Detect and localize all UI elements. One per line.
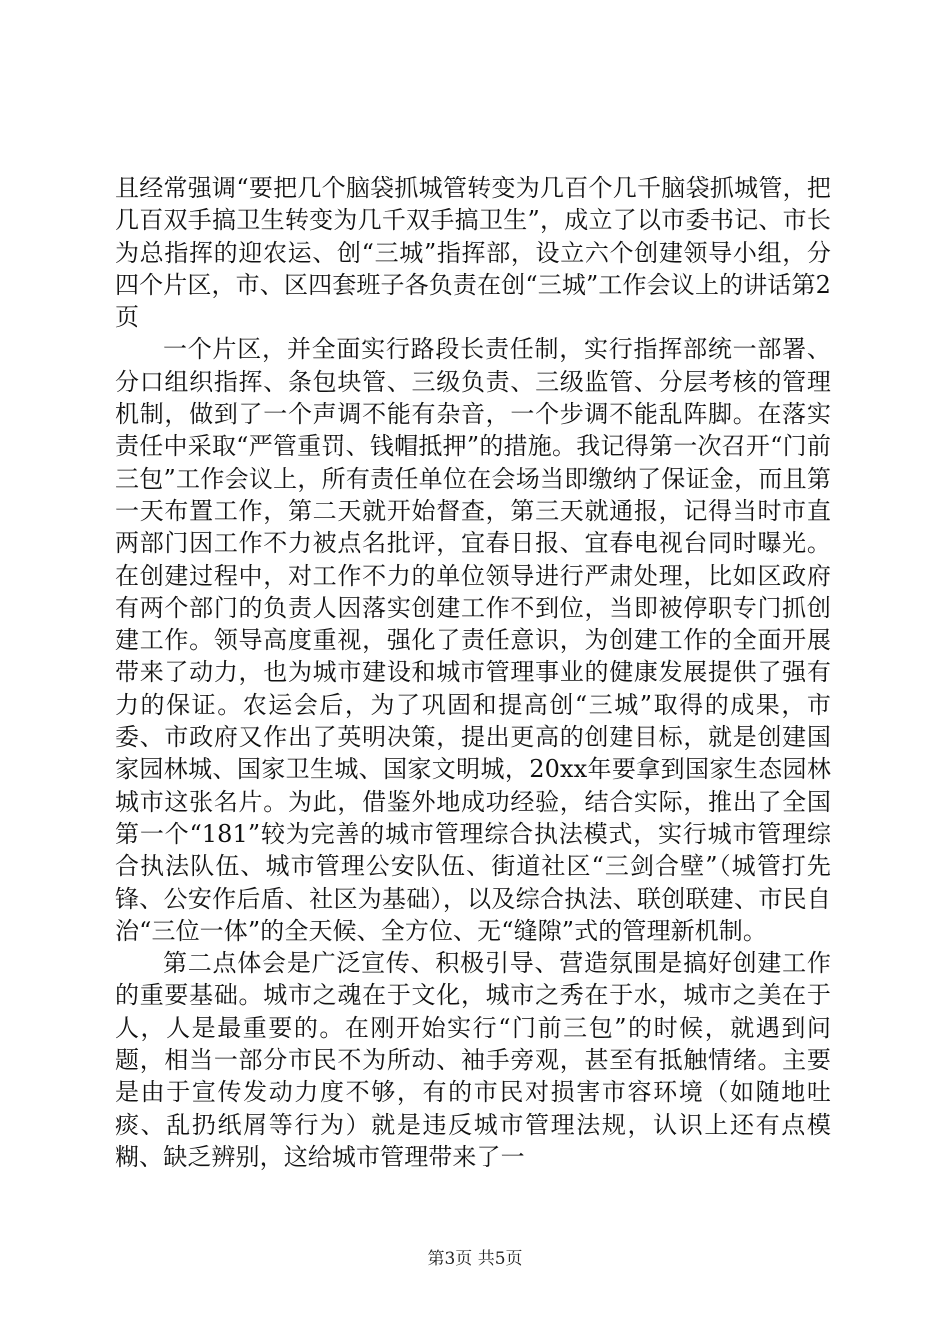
paragraph-2: 一个片区，并全面实行路段长责任制，实行指挥部统一部署、分口组织指挥、条包块管、三级负责、三级监管、分层考核的管理机制，做到了一个声调不能有杂音，一个步调不能乱阵脚。在落实责任中采取“严管重罚、钱帽抵押”的措施。我记得第一次召开“门前三包”工作会议上，所有责任单位在会场当即缴纳了保证金，而且第一天布置工作，第二天就开始督查，第三天就通报，记得当时市直两部门因工作不力被点名批评，宜春日报、宜春电视台同时曝光。在创建过程中，对工作不力的单位领导进行严肃处理，比如区政府有两个部门的负责人因落实创建工作不到位，当即被停职专门抓创建工作。领导高度重视，强化了责任意识，为创建工作的全面开展带来了动力，也为城市建设和城市管理事业的健康发展提供了强有力的保证。农运会后，为了巩固和提高创“三城”取得的成果，市委、市政府又作出了英明决策，提出更高的创建目标，就是创建国家园林城、国家卫生城、国家文明城，20xx年要拿到国家生态园林城市这张名片。为此，借鉴外地成功经验，结合实际，推出了全国第一个“181”较为完善的城市管理综合执法模式，实行城市管理综合执法队伍、城市管理公安队伍、街道社区“三剑合壁”（城管打先锋、公安作后盾、社区为基础），以及综合执法、联创联建、市民自治“三位一体”的全天候、全方位、无“缝隙”式的管理新机制。 xyxy=(115,335,831,945)
page-number: 第3页 共5页 xyxy=(427,1249,523,1269)
paragraph-3: 第二点体会是广泛宣传、积极引导、营造氛围是搞好创建工作的重要基础。城市之魂在于文化，城市之秀在于水，城市之美在于人，人是最重要的。在刚开始实行“门前三包”的时候，就遇到问题，相当一部分市民不为所动、袖手旁观，甚至有抵触情绪。主要是由于宣传发动力度不够，有的市民对损害市容环境（如随地吐痰、乱扔纸屑等行为）就是违反城市管理法规，认识上还有点模糊、缺乏辨别，这给城市管理带来了一 xyxy=(115,949,831,1171)
document-body xyxy=(115,172,831,1173)
paragraph-1: 且经常强调“要把几个脑袋抓城管转变为几百个几千脑袋抓城管，把几百双手搞卫生转变为几千双手搞卫生”，成立了以市委书记、市长为总指挥的迎农运、创“三城”指挥部，设立六个创建领导小组，分四个片区，市、区四套班子各负责在创“三城”工作会议上的讲话第2页 xyxy=(115,174,831,332)
page-footer xyxy=(0,1244,950,1269)
